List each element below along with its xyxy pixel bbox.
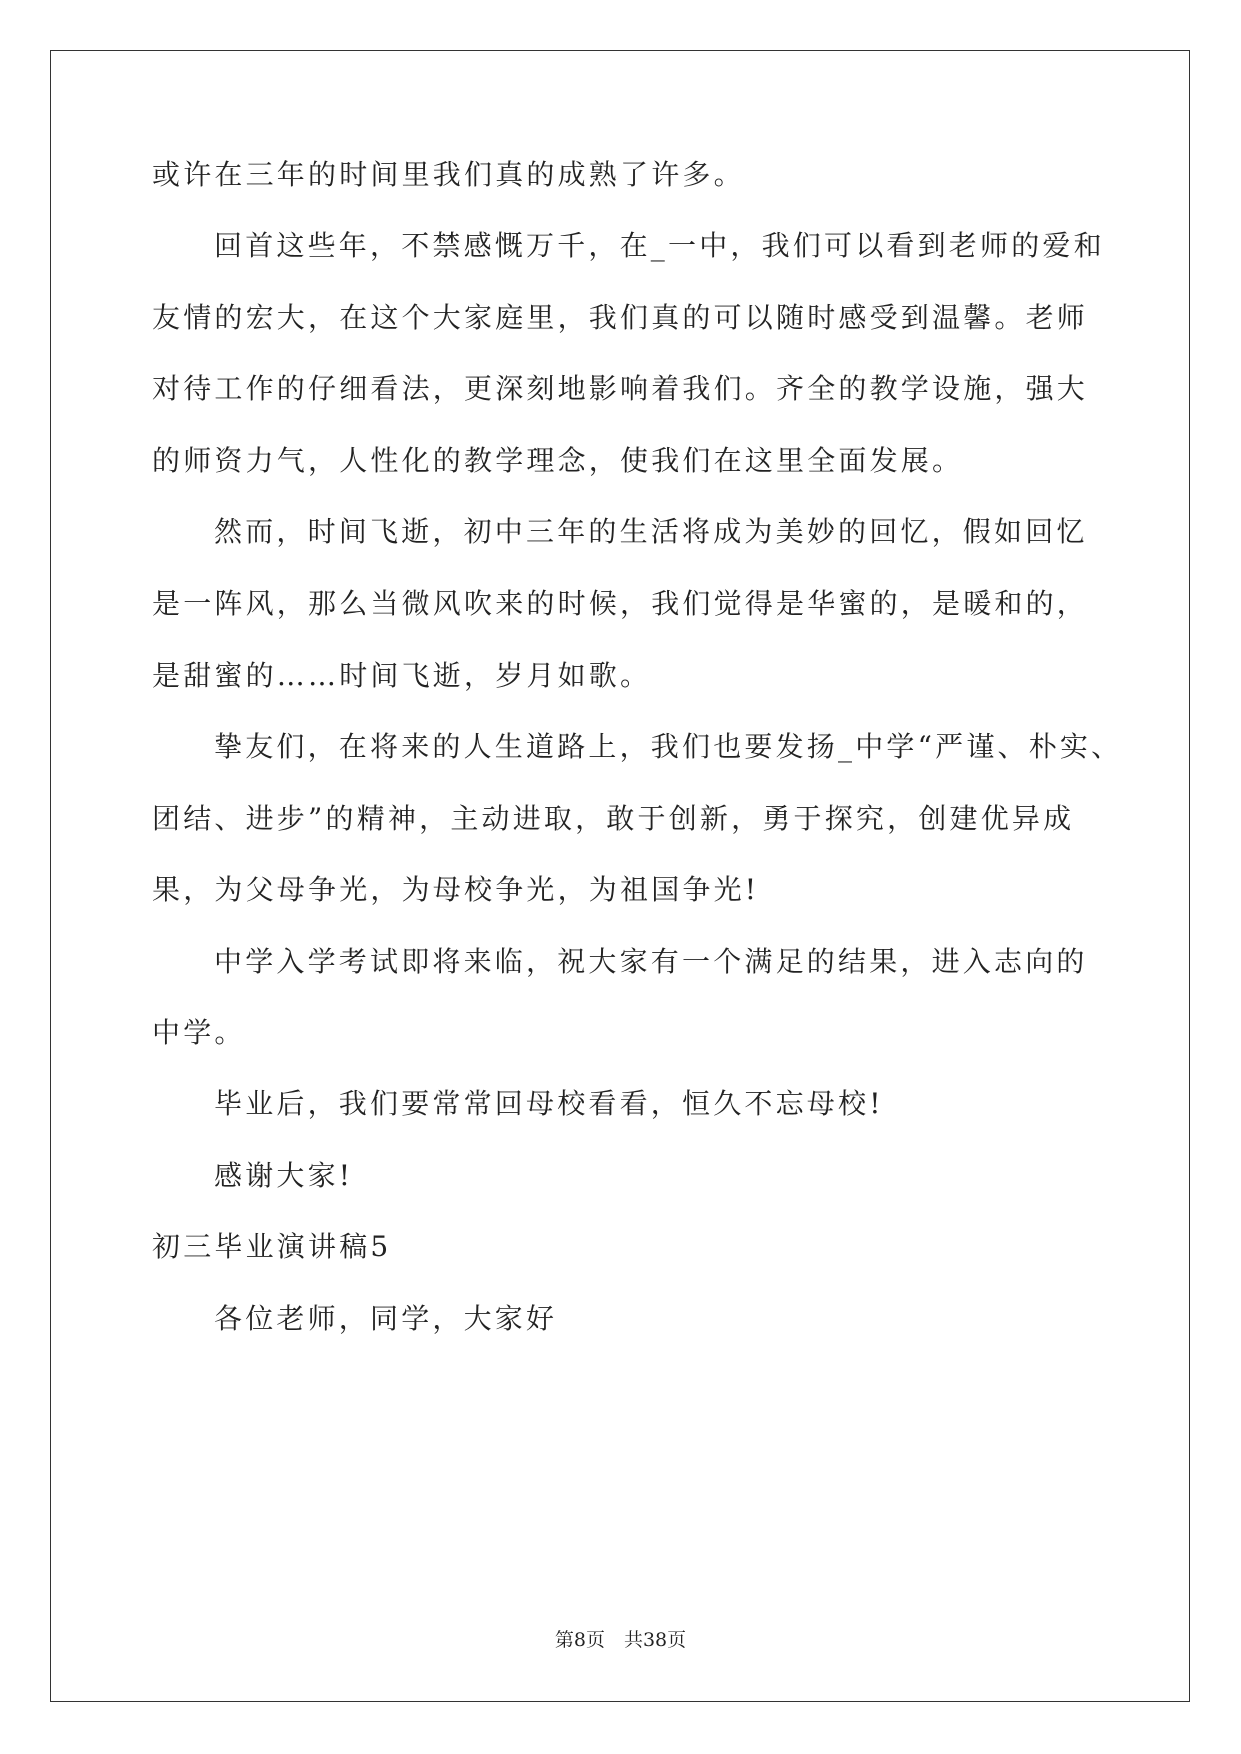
paragraph-first-line: 然而，时间飞逝，初中三年的生活将成为美妙的回忆，假如回忆 xyxy=(214,515,1088,548)
text-line: 是甜蜜的……时间飞逝，岁月如歌。 xyxy=(152,659,652,692)
paragraph-first-line: 毕业后，我们要常常回母校看看，恒久不忘母校! xyxy=(214,1087,884,1120)
paragraph-first-line: 挚友们，在将来的人生道路上，我们也要发扬_中学“严谨、朴实、 xyxy=(214,730,1123,763)
paragraph-first-line: 感谢大家! xyxy=(214,1159,354,1192)
text-line: 的师资力气，人性化的教学理念，使我们在这里全面发展。 xyxy=(152,444,964,477)
text-line: 友情的宏大，在这个大家庭里，我们真的可以随时感受到温馨。老师 xyxy=(152,301,1089,334)
text-line: 中学。 xyxy=(152,1016,246,1049)
paragraph-first-line: 各位老师，同学，大家好 xyxy=(214,1302,558,1335)
text-line: 对待工作的仔细看法，更深刻地影响着我们。齐全的教学设施，强大 xyxy=(152,372,1089,405)
paragraph-first-line: 回首这些年，不禁感慨万千，在_一中，我们可以看到老师的爱和 xyxy=(214,229,1105,262)
text-line: 或许在三年的时间里我们真的成熟了许多。 xyxy=(152,158,745,191)
page-number-footer: 第8页 共38页 xyxy=(554,1629,687,1651)
text-line: 是一阵风，那么当微风吹来的时候，我们觉得是华蜜的，是暖和的， xyxy=(152,587,1089,620)
section-heading: 初三毕业演讲稿5 xyxy=(152,1230,392,1263)
text-line: 果，为父母争光，为母校争光，为祖国争光! xyxy=(152,873,760,906)
paragraph-first-line: 中学入学考试即将来临，祝大家有一个满足的结果，进入志向的 xyxy=(214,945,1088,978)
text-line: 团结、进步”的精神，主动进取，敢于创新，勇于探究，创建优异成 xyxy=(152,802,1075,835)
